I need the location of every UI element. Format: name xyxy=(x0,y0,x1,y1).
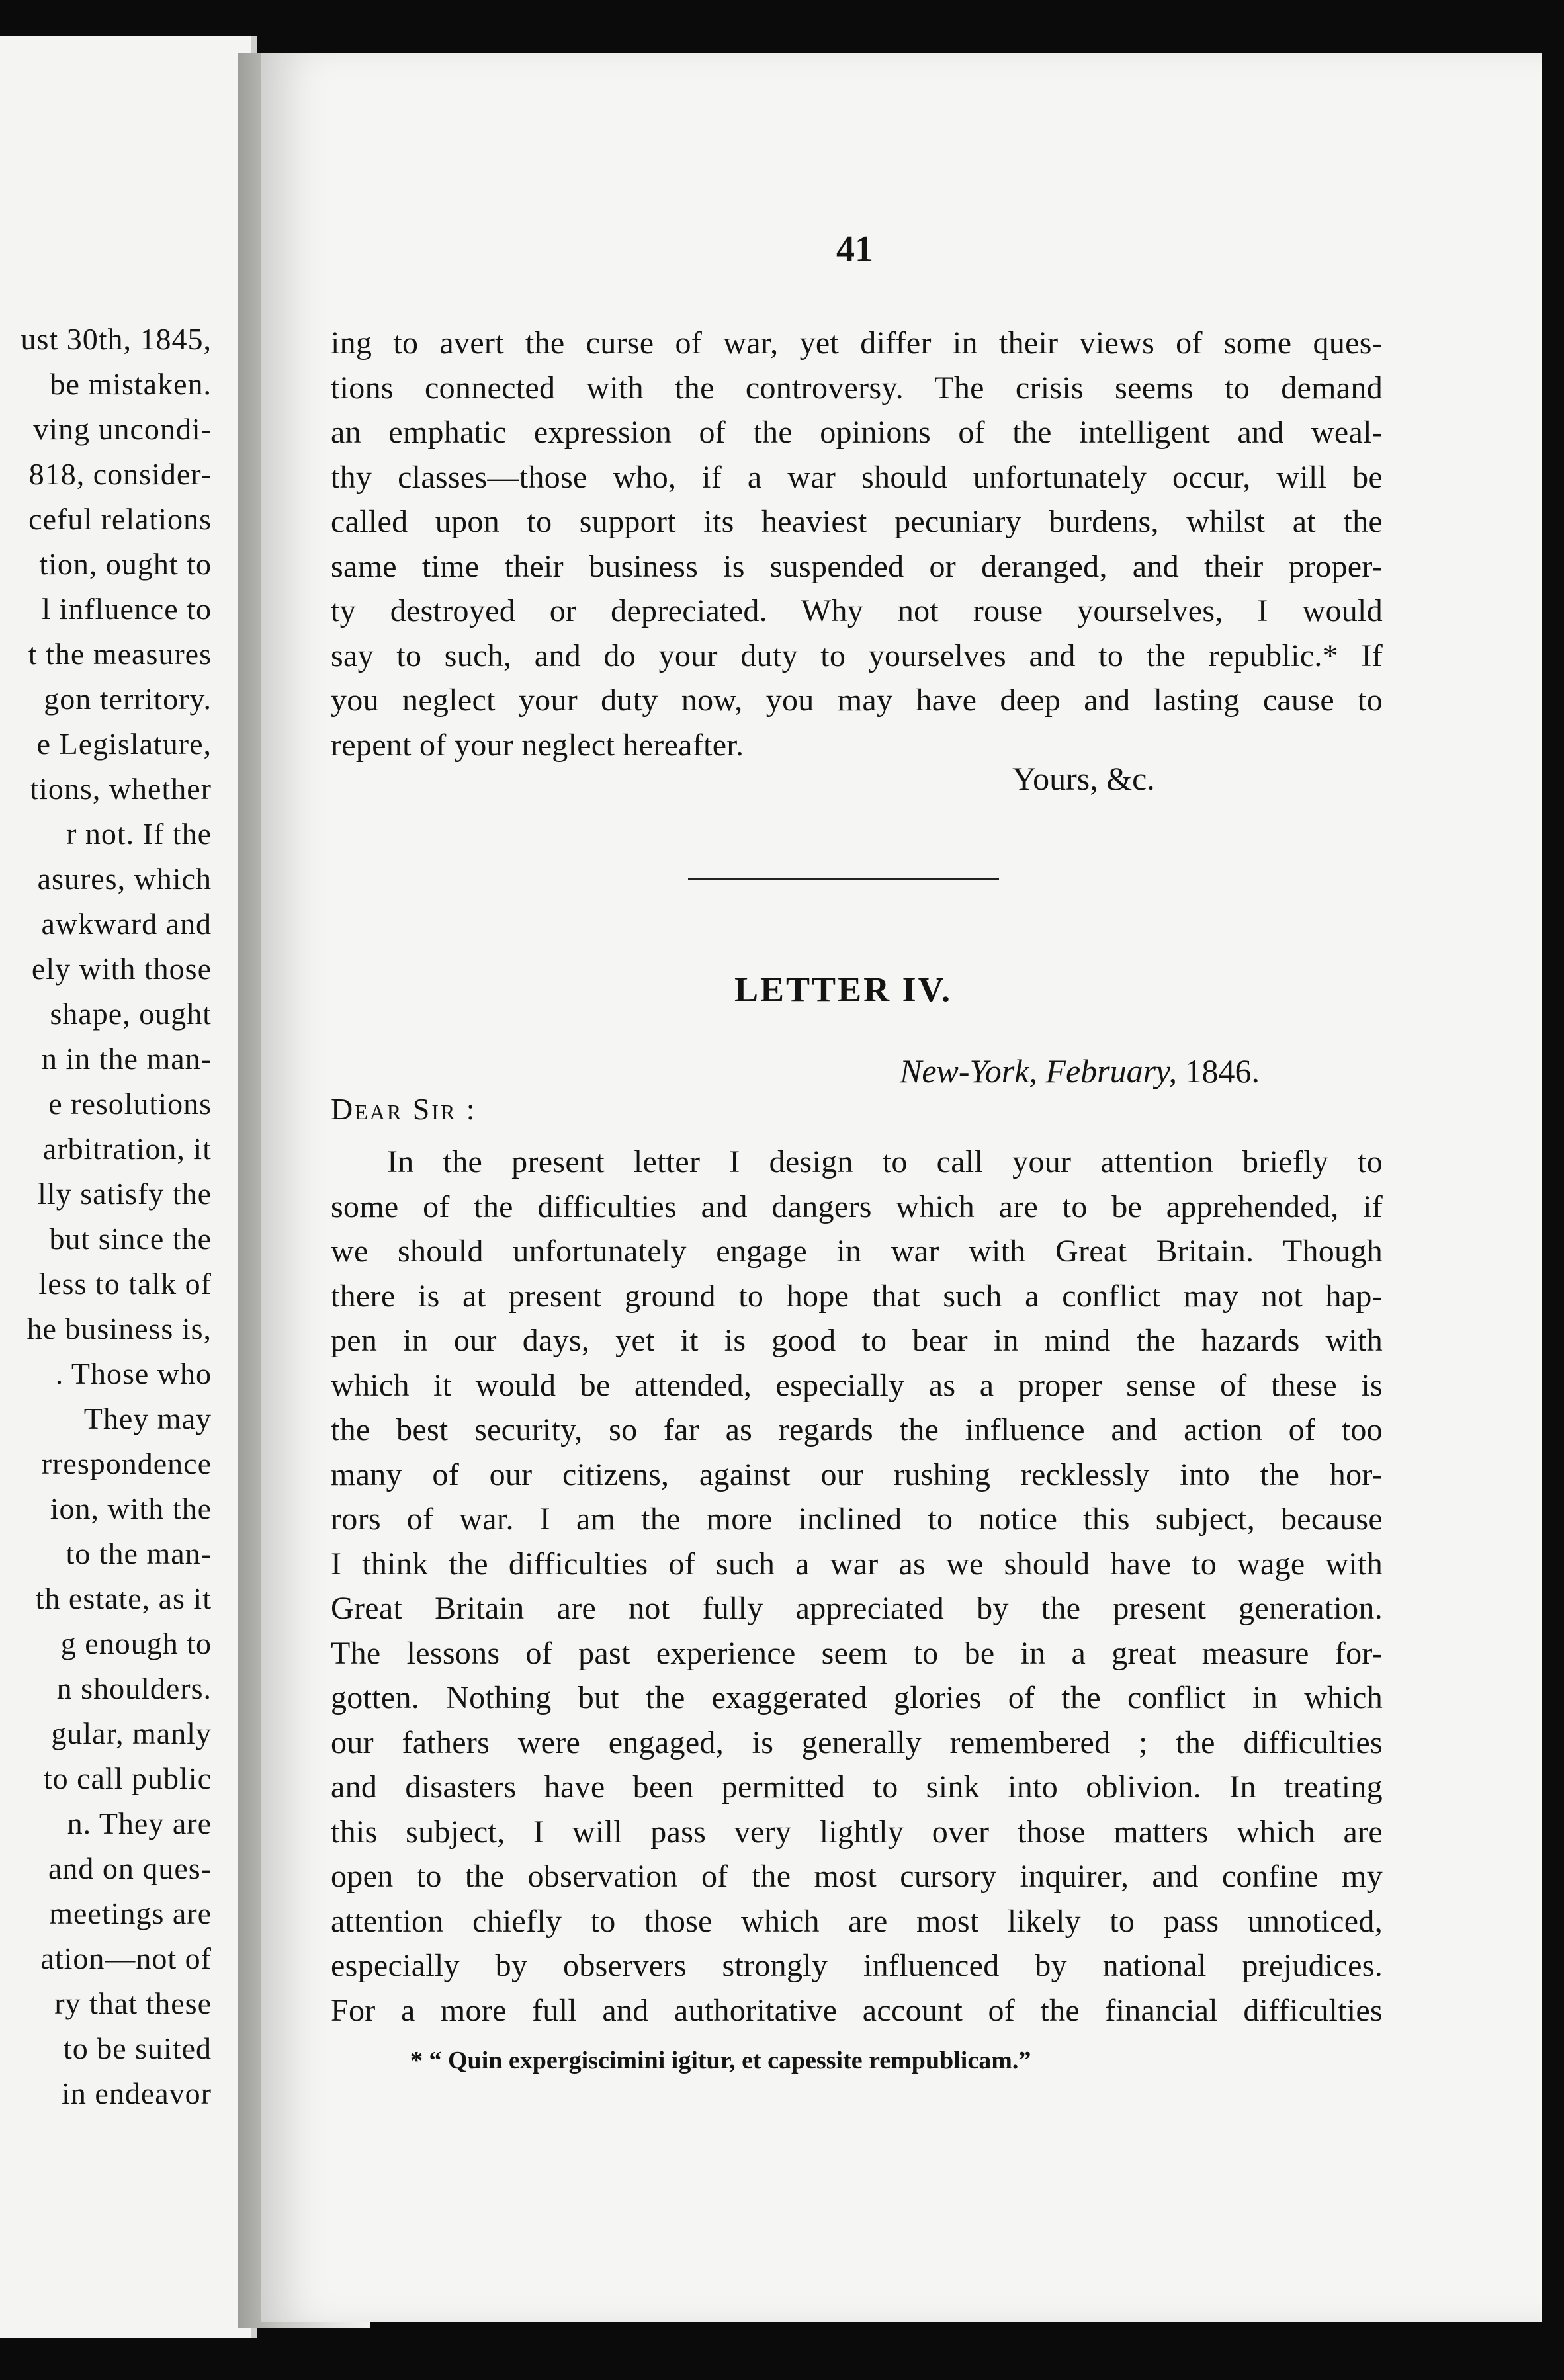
text-line: r not. If the xyxy=(66,817,212,851)
text-line: shape, ought xyxy=(50,997,212,1031)
footnote: * “ Quin expergiscimini igitur, et capessite rempublicam.” xyxy=(410,2047,1031,2074)
text-line: in endeavor xyxy=(62,2076,212,2110)
text-line: They may xyxy=(83,1402,212,1435)
text-line: g enough to xyxy=(60,1627,212,1660)
text-line: ving uncondi- xyxy=(33,412,212,446)
text-line: same time their business is suspended or deranged, and their proper- xyxy=(331,548,1383,584)
text-line: asures, which xyxy=(37,862,212,896)
text-line: to the man- xyxy=(65,1537,212,1570)
text-line: ely with those xyxy=(31,952,212,986)
letter-heading: LETTER IV. xyxy=(734,970,953,1009)
text-line: say to such, and do your duty to yourselves and to the republic.* If xyxy=(331,638,1383,673)
text-line: but since the xyxy=(49,1222,212,1255)
text-line: which it would be attended, especially as a proper sense of these is xyxy=(331,1367,1383,1403)
text-line: and on ques- xyxy=(48,1851,212,1885)
place-date-line xyxy=(900,1052,1260,1090)
place-and-month: New-York, February, xyxy=(900,1052,1177,1089)
text-line: t the measures xyxy=(28,637,212,671)
salutation: Dear Sir : xyxy=(331,1092,477,1126)
text-line: I think the difficulties of such a war as we should have to wage with xyxy=(331,1546,1383,1582)
text-line: awkward and xyxy=(41,907,212,941)
text-line: ry that these xyxy=(54,1986,212,2020)
text-line: gon territory. xyxy=(44,682,212,716)
text-line: ceful relations xyxy=(28,502,212,536)
year: 1846. xyxy=(1185,1052,1260,1089)
text-line: th estate, as it xyxy=(35,1582,212,1615)
text-line: e resolutions xyxy=(48,1087,212,1121)
text-line: attention chiefly to those which are most likely to pass unnoticed, xyxy=(331,1903,1383,1939)
text-line: called upon to support its heaviest pecuniary burdens, whilst at the xyxy=(331,504,1383,539)
text-line: l influence to xyxy=(42,592,212,626)
text-line: he business is, xyxy=(26,1312,212,1345)
text-line: less to talk of xyxy=(38,1267,212,1300)
text-line: some of the difficulties and dangers which are to be apprehended, if xyxy=(331,1189,1383,1224)
text-line: meetings are xyxy=(49,1896,212,1930)
text-line: gular, manly xyxy=(51,1717,212,1750)
text-line: lly satisfy the xyxy=(38,1177,212,1211)
text-line: be mistaken. xyxy=(50,367,212,401)
text-line: ion, with the xyxy=(50,1492,212,1525)
text-line: pen in our days, yet it is good to bear in mind the hazards with xyxy=(331,1323,1383,1358)
text-line: . Those who xyxy=(55,1357,212,1390)
text-line: an emphatic expression of the opinions of the intelligent and weal- xyxy=(331,415,1383,450)
text-line: ust 30th, 1845, xyxy=(21,322,212,356)
text-line: gotten. Nothing but the exaggerated glories of the conflict in which xyxy=(331,1680,1383,1715)
text-line: many of our citizens, against our rushing recklessly into the hor- xyxy=(331,1457,1383,1492)
text-line: open to the observation of the most cursory inquirer, and confine my xyxy=(331,1859,1383,1894)
text-line: ing to avert the curse of war, yet differ in their views of some ques- xyxy=(331,325,1383,361)
text-line: The lessons of past experience seem to be in a great measure for- xyxy=(331,1635,1383,1671)
text-line: we should unfortunately engage in war with Great Britain. Though xyxy=(331,1234,1383,1269)
text-line: there is at present ground to hope that such a conflict may not hap- xyxy=(331,1278,1383,1314)
section-divider-rule xyxy=(688,878,999,880)
left-page-text xyxy=(0,317,212,2116)
text-line: e Legislature, xyxy=(36,727,212,761)
text-line: and disasters have been permitted to sink into oblivion. In treating xyxy=(331,1769,1383,1805)
text-line: tion, ought to xyxy=(39,547,212,581)
text-line: 818, consider- xyxy=(28,457,212,491)
text-line: especially by observers strongly influenced by national prejudices. xyxy=(331,1948,1383,1983)
text-line: tions, whether xyxy=(30,772,212,806)
letter-closing: Yours, &c. xyxy=(1012,760,1155,797)
letter-body-paragraph xyxy=(331,1140,1383,2033)
paragraph-continued xyxy=(331,321,1383,767)
text-line: tions connected with the controversy. The crisis seems to demand xyxy=(331,370,1383,405)
text-line: the best security, so far as regards the influence and action of too xyxy=(331,1412,1383,1447)
page-number: 41 xyxy=(836,229,873,270)
text-line: repent of your neglect hereafter. xyxy=(331,727,744,763)
text-line: our fathers were engaged, is generally remembered ; the difficulties xyxy=(331,1724,1383,1760)
text-line: this subject, I will pass very lightly over those matters which are xyxy=(331,1814,1383,1849)
text-line: thy classes—those who, if a war should unfortunately occur, will be xyxy=(331,459,1383,495)
text-line: to be suited xyxy=(63,2031,212,2065)
text-line: For a more full and authoritative account of the financial difficulties xyxy=(331,1992,1383,2028)
text-line: arbitration, it xyxy=(42,1132,212,1166)
text-line: n shoulders. xyxy=(56,1672,212,1705)
text-line: you neglect your duty now, you may have deep and lasting cause to xyxy=(331,683,1383,718)
text-line: n in the man- xyxy=(42,1042,212,1076)
text-line: to call public xyxy=(43,1762,212,1795)
text-line: ation—not of xyxy=(40,1941,212,1975)
left-facing-page xyxy=(0,36,257,2338)
text-line: rors of war. I am the more inclined to notice this subject, because xyxy=(331,1502,1383,1537)
text-line: Great Britain are not fully appreciated by the present generation. xyxy=(331,1591,1383,1626)
text-line: In the present letter I design to call your attention briefly to xyxy=(387,1144,1383,1179)
text-line: n. They are xyxy=(67,1806,212,1840)
text-line: ty destroyed or depreciated. Why not rouse yourselves, I would xyxy=(331,593,1383,628)
text-line: rrespondence xyxy=(41,1447,212,1480)
